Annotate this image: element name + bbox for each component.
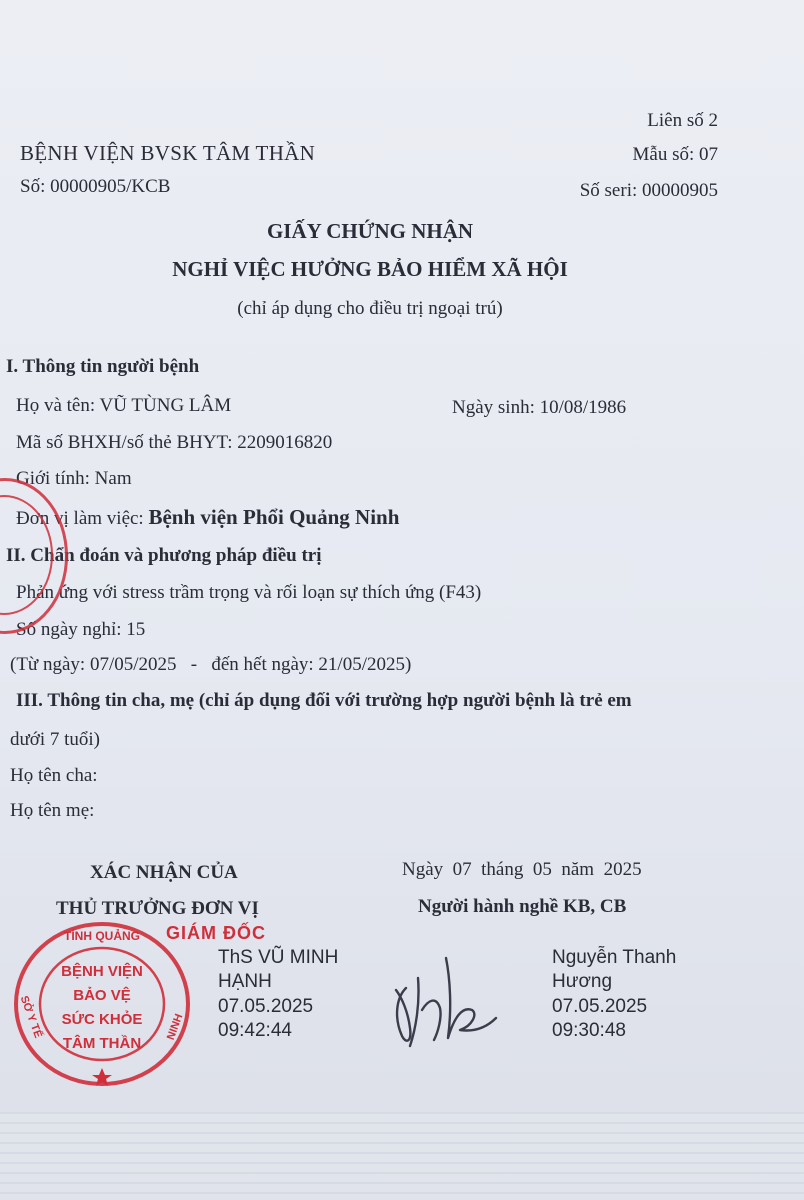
hospital-seal: [8, 918, 192, 1088]
left-signer-name2: HẠNH: [218, 971, 272, 992]
left-sign-title2: THỦ TRƯỞNG ĐƠN VỊ: [56, 898, 259, 919]
sign-date-line: Ngày 07 tháng 05 năm 2025: [402, 859, 642, 880]
document-number: Số: 00000905/KCB: [20, 176, 171, 197]
right-sign-title: Người hành nghề KB, CB: [418, 896, 627, 917]
right-signer-name1: Nguyễn Thanh: [552, 947, 677, 968]
left-signer-date: 07.05.2025: [218, 996, 314, 1017]
title-line2: NGHỈ VIỆC HƯỞNG BẢO HIỂM XÃ HỘI: [172, 257, 568, 281]
hospital-name: BỆNH VIỆN BVSK TÂM THẦN: [20, 141, 316, 165]
seal-line1: BỆNH VIỆN: [61, 963, 143, 980]
section3-heading-line1: [16, 690, 632, 712]
title-line1: GIẤY CHỨNG NHẬN: [266, 219, 474, 243]
workplace-label: Đơn vị làm việc:: [16, 508, 149, 529]
mother-name: Họ tên mẹ:: [10, 800, 95, 821]
left-signer-name1: ThS VŨ MINH: [218, 947, 339, 968]
father-name: Họ tên cha:: [10, 765, 98, 786]
workplace: [16, 506, 399, 530]
seal-right-text: NINH: [164, 1012, 186, 1042]
seal-top-text: TỈNH QUẢNG: [64, 929, 140, 943]
insurance-number: Mã số BHXH/số thẻ BHYT: 2209016820: [16, 432, 333, 453]
patient-dob: Ngày sinh: 10/08/1986: [452, 397, 627, 418]
left-sign-title1: XÁC NHẬN CỦA: [90, 862, 238, 883]
diagnosis: Phản ứng với stress trầm trọng và rối loạn sự thích ứng (F43): [16, 582, 482, 603]
copy-number: Liên số 2: [647, 110, 718, 131]
serial-number: Số seri: 00000905: [579, 180, 718, 201]
form-number: Mẫu số: 07: [632, 144, 718, 165]
paper-fold-shadow: [0, 1112, 804, 1200]
title-subtitle: (chỉ áp dụng cho điều trị ngoại trú): [237, 298, 503, 319]
right-signer-time: 09:30:48: [552, 1020, 626, 1041]
left-signer-time: 09:42:44: [218, 1020, 292, 1041]
workplace-value: Bệnh viện Phổi Quảng Ninh: [148, 505, 400, 529]
section3-heading-text: III. Thông tin cha, mẹ (chỉ áp dụng đối với trường hợp người bệnh là trẻ em: [16, 690, 632, 711]
leave-period: (Từ ngày: 07/05/2025 - đến hết ngày: 21/05/2025): [10, 654, 412, 675]
seal-line3: SỨC KHỎE: [61, 1011, 143, 1028]
seal-left-text: SỞ Y TẾ: [17, 994, 44, 1040]
patient-name: Họ và tên: VŨ TÙNG LÂM: [16, 395, 232, 416]
director-stamp-role: GIÁM ĐỐC: [166, 923, 266, 943]
seal-line4: TÂM THẦN: [62, 1035, 142, 1052]
handwritten-signature: [388, 948, 508, 1058]
right-signer-date: 07.05.2025: [552, 996, 648, 1017]
patient-gender: Giới tính: Nam: [16, 468, 132, 489]
section2-heading: II. Chẩn đoán và phương pháp điều trị: [6, 545, 322, 566]
seal-line2: BẢO VỆ: [73, 987, 131, 1004]
right-signer-name2: Hương: [552, 971, 613, 992]
leave-days: Số ngày nghỉ: 15: [16, 619, 146, 640]
section1-heading: I. Thông tin người bệnh: [6, 356, 200, 377]
section3-heading-line2: dưới 7 tuổi): [10, 729, 101, 750]
